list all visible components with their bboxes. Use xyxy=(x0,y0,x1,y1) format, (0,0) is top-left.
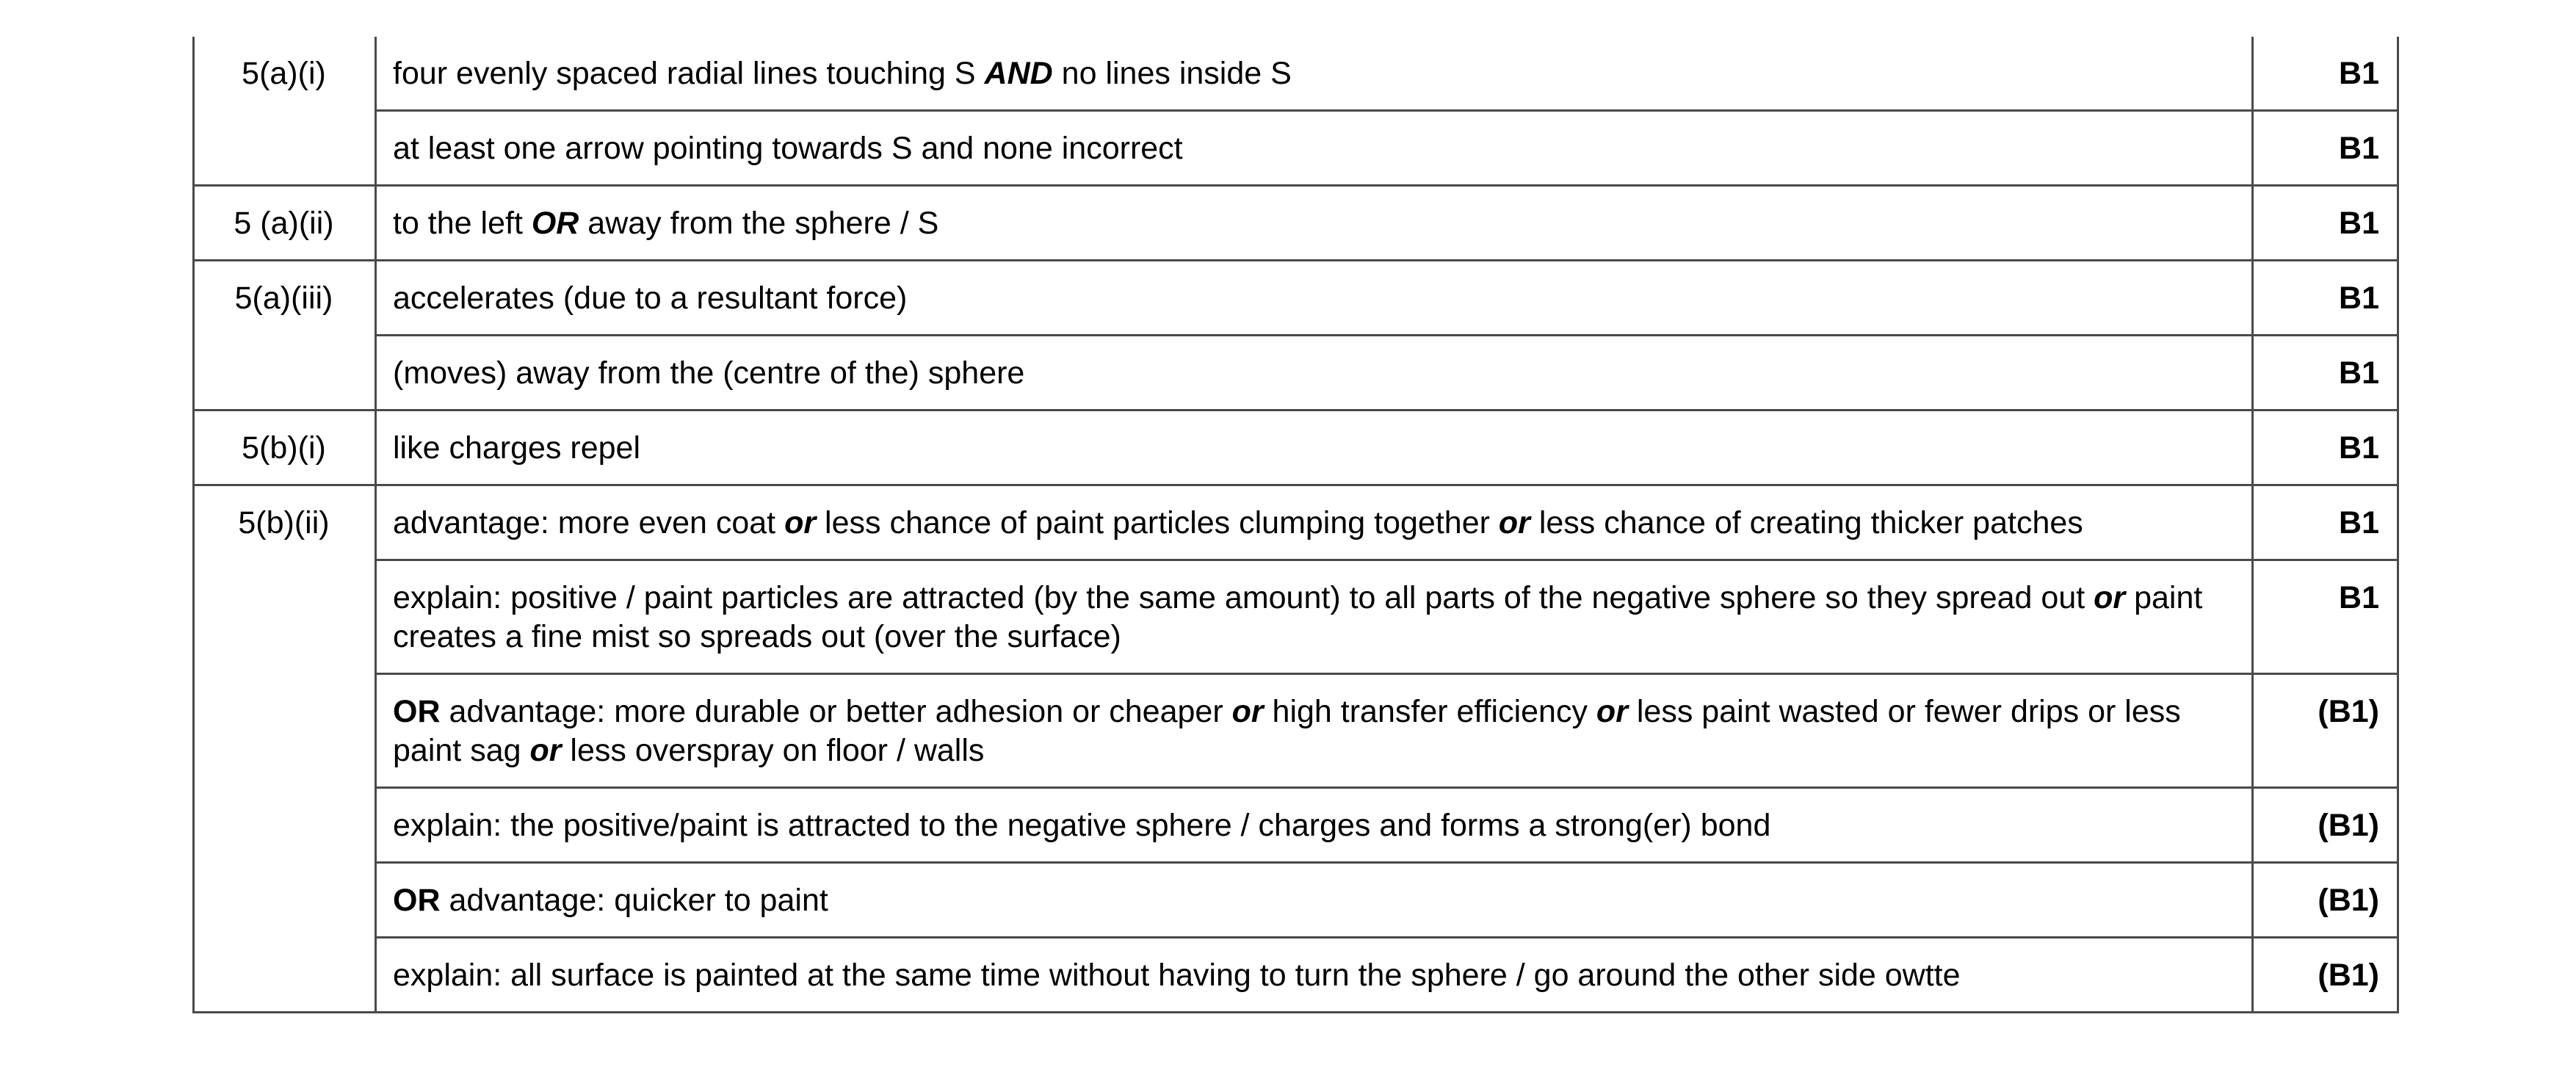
answer-cell xyxy=(376,186,2253,261)
mark-cell: B1 xyxy=(2253,485,2398,560)
answer-cell xyxy=(376,261,2253,336)
table-row xyxy=(194,938,2398,1013)
mark-cell: B1 xyxy=(2253,37,2398,111)
mark-scheme-table xyxy=(192,37,2399,1013)
answer-keyword: or xyxy=(1231,694,1264,729)
question-number: 5(b)(i) xyxy=(194,410,376,485)
answer-text: explain: the positive/paint is attracted to the negative sphere / charges and forms a strong(er) bond xyxy=(393,808,1771,843)
answer-keyword: or xyxy=(1498,505,1530,540)
mark-cell: B1 xyxy=(2253,186,2398,261)
answer-cell xyxy=(376,938,2253,1013)
answer-text: high transfer efficiency xyxy=(1263,694,1596,729)
answer-cell xyxy=(376,410,2253,485)
answer-cell xyxy=(376,560,2253,674)
table-row xyxy=(194,410,2398,485)
mark-cell: (B1) xyxy=(2253,788,2398,863)
table-row xyxy=(194,111,2398,186)
answer-text: away from the sphere / S xyxy=(579,206,939,241)
mark-cell: B1 xyxy=(2253,410,2398,485)
answer-text: explain: all surface is painted at the same time without having to turn the sphere / go around the other side owtte xyxy=(393,958,1961,993)
question-number: 5(b)(ii) xyxy=(194,485,376,1013)
table-row xyxy=(194,863,2398,938)
table-row xyxy=(194,261,2398,336)
answer-text: (moves) away from the (centre of the) sphere xyxy=(393,355,1025,391)
mark-cell: B1 xyxy=(2253,261,2398,336)
answer-text: paint creates a fine mist so spreads out (over the surface) xyxy=(393,580,2203,654)
answer-keyword: or xyxy=(2094,580,2126,615)
mark-cell: (B1) xyxy=(2253,863,2398,938)
question-number: 5 (a)(ii) xyxy=(194,186,376,261)
answer-cell xyxy=(376,674,2253,788)
answer-keyword: or xyxy=(1596,694,1628,729)
answer-keyword: or xyxy=(784,505,817,540)
table-row xyxy=(194,788,2398,863)
table-row xyxy=(194,186,2398,261)
question-number: 5(a)(iii) xyxy=(194,261,376,410)
answer-text: less chance of paint particles clumping together xyxy=(816,505,1499,540)
answer-keyword: OR xyxy=(531,206,579,241)
question-number: 5(a)(i) xyxy=(194,37,376,186)
answer-text: advantage: quicker to paint xyxy=(440,883,828,918)
answer-cell xyxy=(376,788,2253,863)
answer-keyword: OR xyxy=(393,694,441,729)
answer-text: less overspray on floor / walls xyxy=(561,733,985,768)
mark-cell: (B1) xyxy=(2253,674,2398,788)
answer-text: to the left xyxy=(393,206,532,241)
answer-text: advantage: more durable or better adhesion or cheaper xyxy=(440,694,1232,729)
answer-text: like charges repel xyxy=(393,430,641,466)
mark-scheme-body xyxy=(194,37,2398,1013)
answer-text: less chance of creating thicker patches xyxy=(1530,505,2083,540)
mark-cell: B1 xyxy=(2253,560,2398,674)
table-row xyxy=(194,37,2398,111)
mark-cell: (B1) xyxy=(2253,938,2398,1013)
table-row xyxy=(194,336,2398,410)
answer-text: advantage: more even coat xyxy=(393,505,785,540)
answer-cell xyxy=(376,863,2253,938)
mark-cell: B1 xyxy=(2253,336,2398,410)
answer-cell xyxy=(376,336,2253,410)
answer-cell xyxy=(376,111,2253,186)
mark-cell: B1 xyxy=(2253,111,2398,186)
table-row xyxy=(194,485,2398,560)
answer-cell xyxy=(376,485,2253,560)
answer-keyword: or xyxy=(529,733,562,768)
answer-text: less paint wasted or fewer drips or less paint sag xyxy=(393,694,2181,768)
answer-keyword: AND xyxy=(984,56,1053,91)
answer-text: accelerates (due to a resultant force) xyxy=(393,281,908,316)
answer-cell xyxy=(376,37,2253,111)
answer-text: no lines inside S xyxy=(1052,56,1292,91)
answer-text: four evenly spaced radial lines touching S xyxy=(393,56,985,91)
table-row xyxy=(194,560,2398,674)
answer-text: explain: positive / paint particles are attracted (by the same amount) to all parts of the negative sphere so they spread out xyxy=(393,580,2094,615)
table-row xyxy=(194,674,2398,788)
answer-keyword: OR xyxy=(393,883,441,918)
answer-text: at least one arrow pointing towards S and none incorrect xyxy=(393,131,1183,166)
